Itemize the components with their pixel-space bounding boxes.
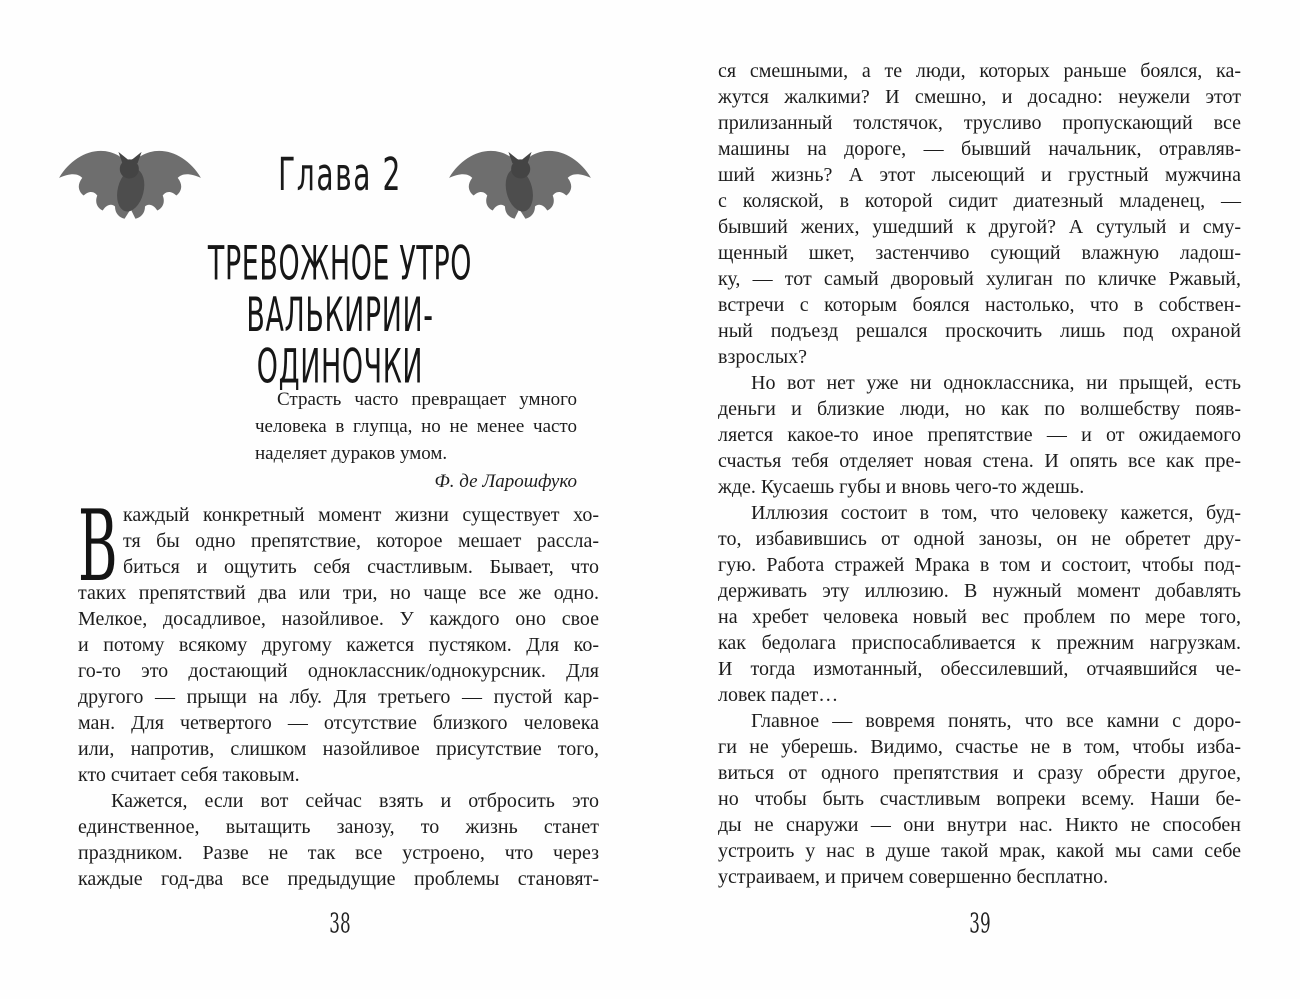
text-line: с коляской, в которой сидит диатезный младенец, — [718,190,1241,212]
text-line: ман. Для четвертого — отсутствие близкого человека [78,712,599,734]
text-line: И тогда измотанный, обессилевший, отчаявшийся че- [718,658,1241,680]
text-line: другого — прыщи на лбу. Для третьего — пустой кар- [78,686,599,708]
chapter-title-line2: ВАЛЬКИРИИ-ОДИНОЧКИ [246,287,434,394]
text-line: наделяет дураков умом. [255,443,448,464]
text-line: ловек падет… [718,684,839,706]
text-line: бывший жених, ушедший к другой? А сутулый и сму- [718,216,1241,238]
text-line: устроить у нас в душе такой мрак, какой мы сами себе [718,840,1241,862]
left-page-body [78,490,599,892]
text-line: и потому всякому другому кажется пустяком. Для ко- [78,634,599,656]
text-line: таких препятствий два или три, но чаще все же одно. [78,582,599,604]
chapter-title [78,235,602,394]
text-line: каждые год-два все предыдущие проблемы становят- [78,868,599,890]
text-line: человека в глупца, но не менее часто [255,416,577,437]
paragraph [255,386,577,467]
text-line: ку, — тот самый дворовый хулиган по кличке Ржавый, [718,268,1241,290]
epigraph [255,386,577,496]
text-line: го-то это достающий одноклассник/однокурсник. Для [78,660,599,682]
paragraph [78,490,599,788]
text-line: Мелкое, досадливое, назойливое. У каждого оно свое [78,608,599,630]
paragraph [718,370,1241,500]
text-line: то, избавившись от одной занозы, он не обретет дру- [718,528,1241,550]
left-page-number: 38 [329,908,351,940]
text-line: устраиваем, и причем совершенно бесплатно. [718,866,1109,888]
text-line: на хребет человека новый вес проблем по мере того, [718,606,1241,628]
text-line: виться от одного препятствия и сразу обрести другое, [718,762,1241,784]
text-line: тя бы одно препятствие, которое мешает рассла- [123,530,599,552]
text-line: Но вот нет уже ни одноклассника, ни прыщей, есть [751,372,1241,394]
text-line: ляется какое-то иное препятствие — и от ожидаемого [718,424,1241,446]
text-line: жде. Кусаешь губы и вновь чего-то ждешь. [718,476,1085,498]
text-line: ги не уберешь. Видимо, счастье не в том, чтобы изба- [718,736,1241,758]
text-line: деньги и близкие люди, но как по волшебству появ- [718,398,1241,420]
text-line: Кажется, если вот сейчас взять и отбросить это [111,790,599,812]
text-line: Страсть часто превращает умного [277,389,577,410]
right-page-number: 39 [969,908,991,940]
text-line: ный подъезд решался проскочить лишь под охраной [718,320,1241,342]
text-line: гую. Работа стражей Мрака в том и состоит, чтобы под- [718,554,1241,576]
text-line: или, напротив, слишком назойливое присутствие того, [78,738,599,760]
text-line: ший жизнь? А этот лысеющий и грустный мужчина [718,164,1241,186]
text-line: кто считает себя таковым. [78,764,300,786]
text-line: единственное, вытащить занозу, то жизнь станет [78,816,599,838]
epigraph-attribution: Ф. де Ларошфуко [434,471,577,492]
text-line: жутся жалкими? И смешно, и досадно: неужели этот [718,86,1241,108]
text-line: Главное — вовремя понять, что все камни с доро- [751,710,1241,732]
epigraph-text [255,386,577,467]
text-line: взрослых? [718,346,808,368]
right-page-body [718,58,1241,890]
text-line: ды не снаружи — они внутри нас. Никто не способен [718,814,1241,836]
paragraph [718,58,1241,370]
chapter-title-line1: ТРЕВОЖНОЕ УТРО [207,235,473,291]
paragraph [718,500,1241,708]
text-line: прилизанный толстячок, трусливо пропускающий все [718,112,1241,134]
text-line: праздником. Разве не так все устроено, что через [78,842,599,864]
text-line: встречи с которым боялся настолько, что в собствен- [718,294,1241,316]
text-line: биться и ощутить себя счастливым. Бывает, что [123,556,599,578]
text-line: каждый конкретный момент жизни существует хо- [123,504,599,526]
text-line: ся смешными, а те люди, которых раньше боялся, ка- [718,60,1241,82]
text-line: щенный шкет, застенчиво сующий влажную ладош- [718,242,1241,264]
text-line: держивать эту иллюзию. В нужный момент добавлять [718,580,1241,602]
paragraph [78,788,599,892]
text-line: счастья тебя отделяет новая стена. И опять все как пре- [718,450,1241,472]
text-line: машины на дороге, — бывший начальник, отравляв- [718,138,1241,160]
text-line: Иллюзия состоит в том, что человеку кажется, буд- [751,502,1241,524]
text-line: как бедолага приспосабливается к прежним нагрузкам. [718,632,1241,654]
text-line: но чтобы быть счастливым вопреки всему. Наши бе- [718,788,1241,810]
paragraph [718,708,1241,890]
chapter-label: Глава 2 [278,150,402,202]
drop-cap: В [78,490,118,604]
